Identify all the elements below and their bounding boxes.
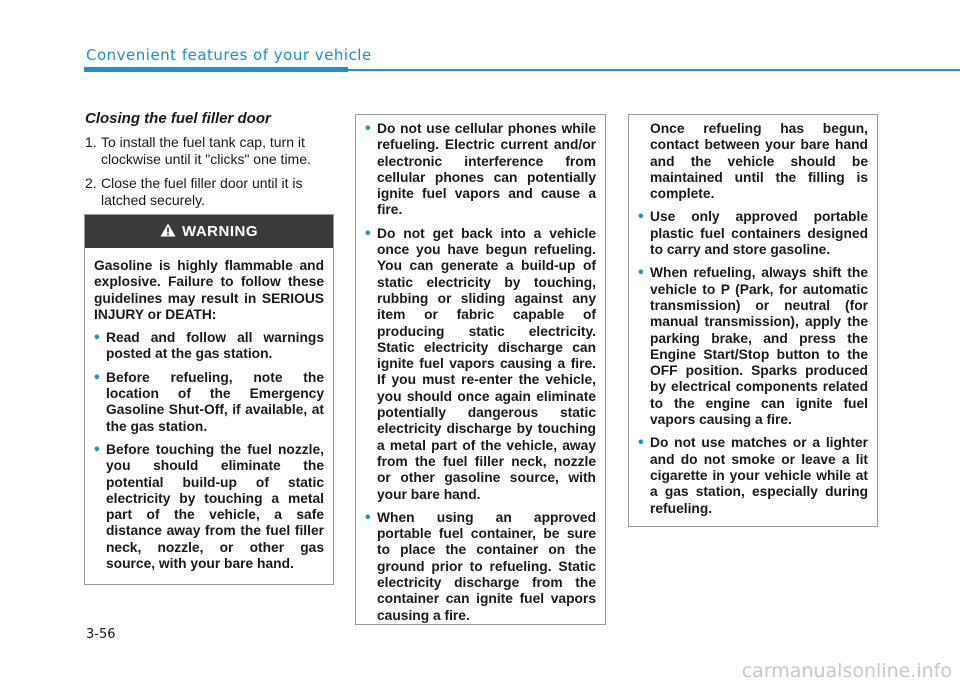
- bullet-text: Do not use matches or a lighter and do not smoke or leave a lit cigarette in your vehicle while at a gas station, especially during refueling.: [650, 435, 868, 516]
- list-item: [638, 265, 868, 428]
- step-number: 2.: [85, 175, 97, 191]
- list-item: [638, 435, 868, 516]
- bullet-text: When using an approved portable fuel container, be sure to place the container on the ground prior to refueling. Static electricity discharge from the container can ignite fuel vapors causing a fire.: [377, 509, 596, 623]
- step-text: To install the fuel tank cap, turn it clockwise until it "clicks" one time.: [101, 134, 311, 167]
- list-item: [365, 510, 596, 624]
- steps-list: [85, 134, 337, 216]
- step-item: [85, 134, 337, 168]
- list-item: [94, 442, 324, 572]
- warning-continued-box-2: [628, 114, 878, 527]
- bullet-icon: •: [638, 434, 644, 452]
- continuation-text: Once refueling has begun, contact between your bare hand and the vehicle should be maintained until the filling is complete.: [650, 121, 868, 202]
- warning-header: [85, 215, 333, 248]
- warning-label: WARNING: [182, 223, 258, 240]
- header-accent-bar: [84, 67, 348, 72]
- bullet-icon: •: [365, 224, 371, 242]
- bullet-icon: •: [94, 368, 100, 386]
- list-item: [94, 370, 324, 435]
- bullet-text: Use only approved portable plastic fuel containers designed to carry and store gasoline.: [650, 209, 868, 258]
- list-item: [94, 330, 324, 363]
- bullet-icon: •: [638, 208, 644, 226]
- list-item: [365, 226, 596, 503]
- bullet-icon: •: [94, 440, 100, 458]
- watermark: carmanualsonline.info: [741, 660, 952, 682]
- step-item: [85, 175, 337, 209]
- bullet-icon: •: [638, 264, 644, 282]
- list-item: [365, 121, 596, 219]
- step-number: 1.: [85, 134, 97, 150]
- warning-continued-box: [355, 114, 606, 625]
- bullet-icon: •: [94, 329, 100, 347]
- list-item: [638, 209, 868, 258]
- bullet-text: When refueling, always shift the vehicle to P (Park, for automatic transmission) or neutral (for manual transmission), apply the parking brake, and press the Engine Start/Stop button to the OFF position. Sparks produced by electrical components related to the engine can ignite fuel vapors causing a fire.: [650, 265, 868, 428]
- header-rule: [348, 69, 960, 71]
- bullet-text: Do not get back into a vehicle once you have begun refueling. You can generate a build-up of static electricity by touching, rubbing or sliding against any item or fabric capable of producing static electricity. Static electricity discharge can ignite fuel vapors causing a fire. If you must re-enter the vehicle, you should once again eliminate potentially dangerous static electricity discharge by touching a metal part of the vehicle, away from the fuel filler neck, nozzle or other gasoline source, with your bare hand.: [377, 225, 596, 502]
- bullet-icon: •: [365, 508, 371, 526]
- warning-intro: Gasoline is highly flammable and explosive. Failure to follow these guidelines may result in SERIOUS INJURY or DEATH:: [94, 258, 324, 322]
- chapter-title: Convenient features of your vehicle: [86, 46, 372, 64]
- step-text: Close the fuel filler door until it is latched securely.: [101, 175, 303, 208]
- warning-triangle-icon: [160, 223, 176, 241]
- page-number: 3-56: [86, 627, 116, 642]
- warning-box: [84, 214, 334, 585]
- bullet-icon: •: [365, 120, 371, 137]
- bullet-text: Do not use cellular phones while refueling. Electric current and/or electronic interference from cellular phones can potentially ignite fuel vapors and cause a fire.: [377, 121, 596, 218]
- bullet-text: Before touching the fuel nozzle, you should eliminate the potential build-up of static electricity by touching a metal part of the vehicle, a safe distance away from the fuel filler neck, nozzle, or other gas source, with your bare hand.: [106, 441, 324, 572]
- bullet-text: Read and follow all warnings posted at the gas station.: [106, 330, 324, 362]
- bullet-text: Before refueling, note the location of the Emergency Gasoline Shut-Off, if available, at the gas station.: [106, 369, 324, 434]
- section-heading: Closing the fuel filler door: [85, 110, 271, 127]
